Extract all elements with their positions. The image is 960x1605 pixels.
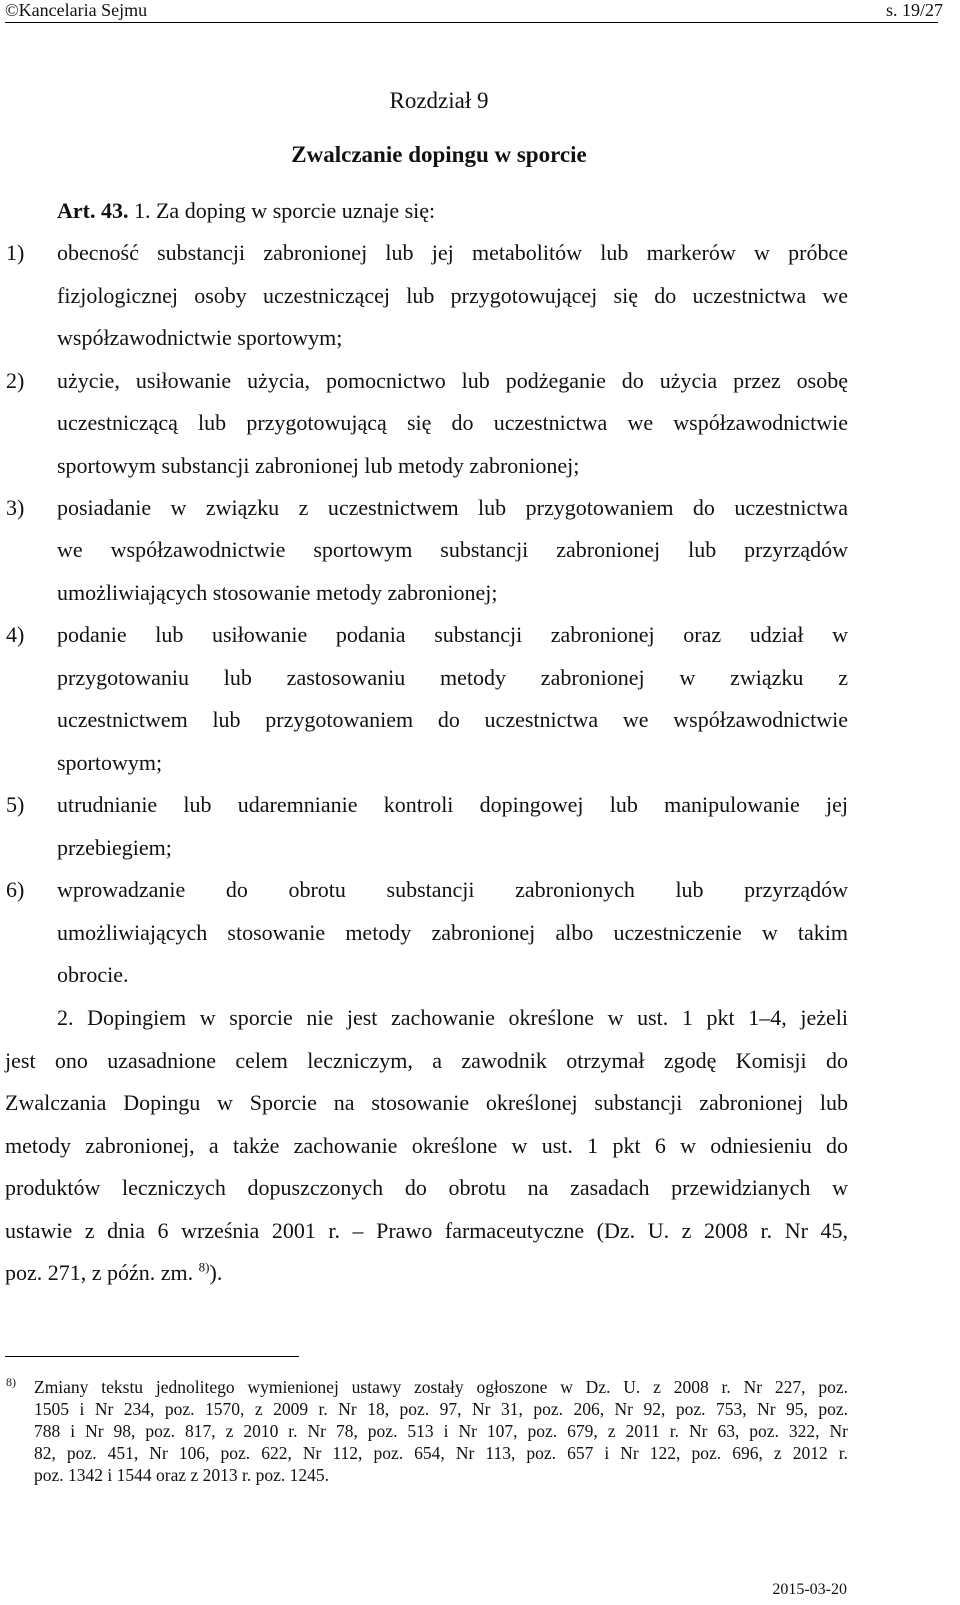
header-divider	[5, 22, 938, 23]
document-date: 2015-03-20	[772, 1581, 847, 1598]
paragraph-line: produktów leczniczych dopuszczonych do obrotu na zasadach przewidzianych w	[5, 1175, 848, 1200]
item-text-line: obecność substancji zabronionej lub jej metabolitów lub markerów w próbce	[57, 240, 848, 265]
item-text-line: we współzawodnictwie sportowym substancji zabronionej lub przyrządów	[57, 537, 848, 562]
footnote-line: Zmiany tekstu jednolitego wymienionej ustawy zostały ogłoszone w Dz. U. z 2008 r. Nr 227, poz.	[34, 1377, 848, 1397]
item-text-line: przygotowaniu lub zastosowaniu metody zabronionej w związku z	[57, 665, 848, 690]
paragraph-line: Zwalczania Dopingu w Sporcie na stosowanie określonej substancji zabronionej lub	[5, 1090, 848, 1115]
paragraph-end: ).	[209, 1260, 223, 1285]
chapter-title: Zwalczanie dopingu w sporcie	[291, 142, 587, 167]
paragraph-line: metody zabronionej, a także zachowanie określone w ust. 1 pkt 6 w odniesieniu do	[5, 1133, 848, 1158]
paragraph-line	[5, 1260, 222, 1286]
item-number: 6)	[6, 877, 25, 902]
item-text-line: posiadanie w związku z uczestnictwem lub przygotowaniem do uczestnictwa	[57, 495, 848, 520]
footnote-line: 82, poz. 451, Nr 106, poz. 622, Nr 112, poz. 654, Nr 113, poz. 657 i Nr 122, poz. 696, z 2012 r.	[34, 1443, 848, 1463]
article-intro: 1. Za doping w sporcie uznaje się:	[133, 198, 436, 223]
item-text-line: współzawodnictwie sportowym;	[57, 325, 343, 350]
article-number: Art. 43.	[57, 198, 129, 223]
item-text-line: użycie, usiłowanie użycia, pomocnictwo lub podżeganie do użycia przez osobę	[57, 368, 848, 393]
item-text-line: przebiegiem;	[57, 835, 172, 860]
item-text-line: sportowym;	[57, 750, 163, 775]
footnote-line: 788 i Nr 98, poz. 817, z 2010 r. Nr 78, poz. 513 i Nr 107, poz. 679, z 2011 r. Nr 63, poz. 322, Nr	[34, 1421, 848, 1441]
item-text-line: obrocie.	[57, 962, 129, 987]
paragraph-line: ustawie z dnia 6 września 2001 r. – Prawo farmaceutyczne (Dz. U. z 2008 r. Nr 45,	[5, 1218, 848, 1243]
footnote-mark: 8)	[6, 1375, 16, 1389]
item-text-line: umożliwiających stosowanie metody zabronionej albo uczestniczenie w takim	[57, 920, 848, 945]
item-text-line: utrudnianie lub udaremnianie kontroli dopingowej lub manipulowanie jej	[57, 792, 848, 817]
paragraph-line: 2. Dopingiem w sporcie nie jest zachowanie określone w ust. 1 pkt 1–4, jeżeli	[57, 1005, 848, 1030]
item-number: 3)	[6, 495, 25, 520]
copyright-notice: ©Kancelaria Sejmu	[5, 0, 148, 20]
chapter-label: Rozdział 9	[389, 88, 489, 113]
item-text-line: podanie lub usiłowanie podania substancji zabronionej oraz udział w	[57, 622, 848, 647]
item-text-line: wprowadzanie do obrotu substancji zabronionych lub przyrządów	[57, 877, 848, 902]
item-number: 2)	[6, 368, 25, 393]
item-number: 5)	[6, 792, 25, 817]
footnote-reference[interactable]: 8)	[198, 1259, 210, 1275]
article-heading	[57, 198, 435, 224]
item-text-line: umożliwiających stosowanie metody zabronionej;	[57, 580, 498, 605]
item-text-line: fizjologicznej osoby uczestniczącej lub przygotowującej się do uczestnictwa we	[57, 283, 848, 308]
item-number: 1)	[6, 240, 25, 265]
footnote-divider	[5, 1356, 299, 1357]
page-number: s. 19/27	[885, 0, 943, 20]
item-text-line: sportowym substancji zabronionej lub metody zabronionej;	[57, 453, 580, 478]
footnote-line: poz. 1342 i 1544 oraz z 2013 r. poz. 1245.	[34, 1465, 330, 1485]
item-number: 4)	[6, 622, 25, 647]
footnote-line: 1505 i Nr 234, poz. 1570, z 2009 r. Nr 18, poz. 97, Nr 31, poz. 206, Nr 92, poz. 753, Nr 95, poz.	[34, 1399, 848, 1419]
item-text-line: uczestniczącą lub przygotowującą się do uczestnictwa we współzawodnictwie	[57, 410, 848, 435]
paragraph-line: jest ono uzasadnione celem leczniczym, a zawodnik otrzymał zgodę Komisji do	[5, 1048, 848, 1073]
paragraph-text: poz. 271, z późn. zm.	[5, 1260, 194, 1285]
item-text-line: uczestnictwem lub przygotowaniem do uczestnictwa we współzawodnictwie	[57, 707, 848, 732]
